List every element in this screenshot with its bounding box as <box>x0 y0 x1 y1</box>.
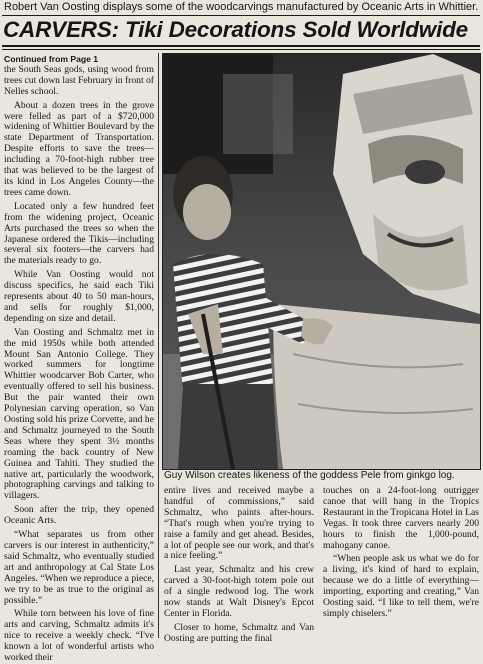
article-column-2 <box>164 485 314 644</box>
paragraph: About a dozen trees in the grove were felled as part of a $720,000 widening of Whittier Boulevard by the state Department of Transportation. Despite efforts to save the trees—including a 70-foot-high rubber tree that was believed to be the largest of its kind in Los Angeles County—the trees came down. <box>4 99 154 198</box>
paragraph: “What separates us from other carvers is our interest in authenticity,” said Schmaltz, who eventually studied art and anthropology at Cal State Los Angeles. “When we reproduce a piece, we try to be as true to the original as possible.” <box>4 529 154 606</box>
paragraph: While Van Oosting would not discuss specifics, he said each Tiki represents about 40 to 50 man-hours, and sells for roughly $1,000, depending on size and detail. <box>4 269 154 324</box>
paragraph: Van Oosting and Schmaltz met in the mid 1950s while both attended Mount San Antonio College. They worked summers for longtime Whittier woodcarver Bob Carter, who eventually offered to sell his business. But the pair wanted their own Polynesian carving operation, so Van Oosting sold his prize Corvette, and he and Schmaltz journeyed to the South Seas where they spent 3½ months roaming the back country of New Guinea and Tahiti. They studied the native art, particularly the woodwork, photographing carvings and talking to villagers. <box>4 326 154 502</box>
paragraph: the South Seas gods, using wood from trees cut down last February in front of Nelles school. <box>4 63 154 97</box>
paragraph: Located only a few hundred feet from the widening project, Oceanic Arts purchased the trees so when the Japanese ordered the Tikis—including several six footers—the carvers had the materials ready to go. <box>4 200 154 267</box>
article-photo <box>162 53 481 470</box>
headline: CARVERS: Tiki Decorations Sold Worldwide <box>3 17 468 42</box>
photo-illustration <box>163 54 480 469</box>
column-divider <box>158 53 159 638</box>
paragraph: Closer to home, Schmaltz and Van Oosting are putting the final <box>164 621 314 644</box>
article-column-1 <box>4 54 154 664</box>
paragraph: entire lives and received maybe a handful of commissions,” said Schmaltz, who paints after-hours. “That's rough when you're trying to raise a family and get ahead. Besides, a lot of people see our work, and that's a nice feeling.” <box>164 485 314 562</box>
photo-caption: Guy Wilson creates likeness of the goddess Pele from ginkgo log. <box>164 470 455 481</box>
headline-rule <box>2 45 480 47</box>
photo-top-caption: Robert Van Oosting displays some of the woodcarvings manufactured by Oceanic Arts in Whittier. <box>4 1 479 13</box>
paragraph: While torn between his love of fine arts and carving, Schmaltz admits it's nice to receive a weekly check. “I've known a lot of wonderful artists who worked their <box>4 608 154 664</box>
headline-rule-thin <box>2 49 480 50</box>
paragraph: Soon after the trip, they opened Oceanic Arts. <box>4 504 154 527</box>
article-column-3 <box>323 486 479 638</box>
paragraph: touches on a 24-foot-long outrigger canoe that will hang in the Tropics Restaurant in the Tropicana Hotel in Las Vegas. It took three carvers nearly 200 hours to finish the 1,000-pound, mahogany canoe. <box>323 485 479 551</box>
continued-label: Continued from Page 1 <box>4 54 99 64</box>
paragraph: “When people ask us what we do for a living, it's kind of hard to explain, because we do a little of everything—importing, exporting and creating,” Van Oosting said. “I like to tell them, we're simply chiselers.” <box>323 553 479 619</box>
paragraph: Last year, Schmaltz and his crew carved a 30-foot-high totem pole out of a single redwood log. The work now stands at Walt Disney's Epcot Center in Florida. <box>164 564 314 619</box>
